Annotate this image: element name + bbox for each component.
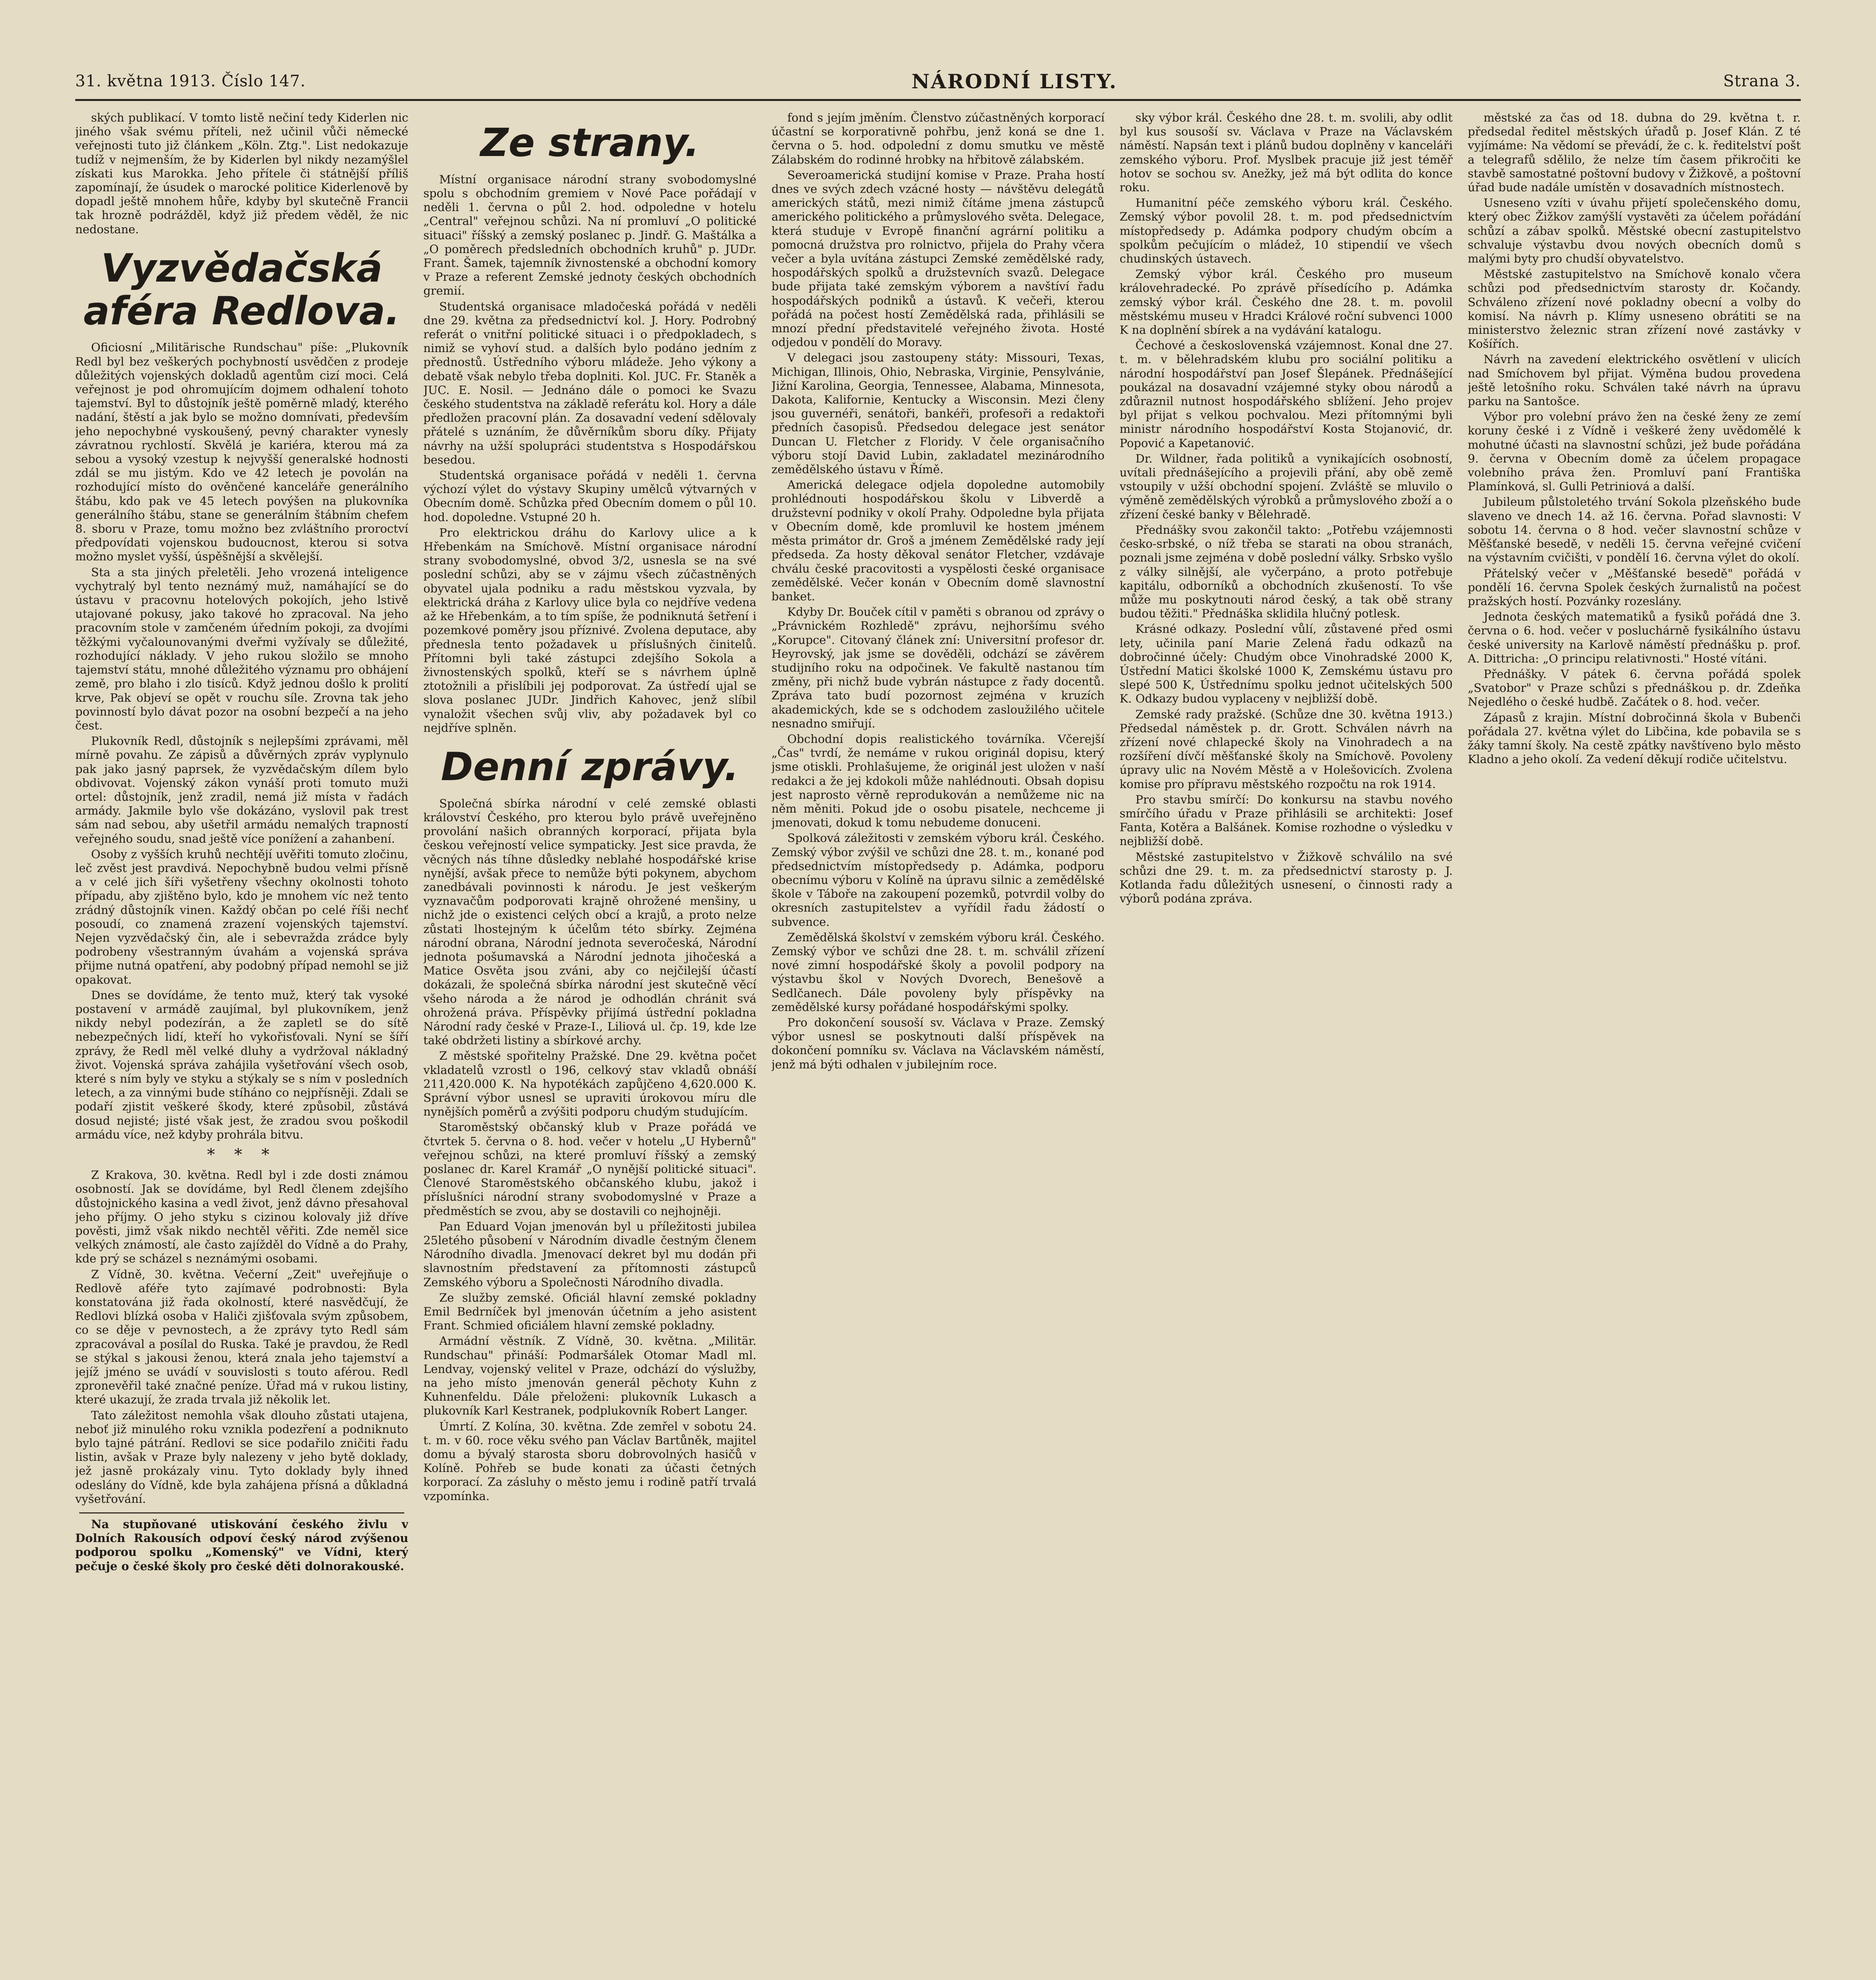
section-separator: * * * bbox=[207, 1146, 277, 1164]
article-paragraph: Výbor pro volební právo žen na české ženy ze zemí koruny české i z Vídně i veškeré ženy uvědomělé k mohutné účasti na slavnostní schůzi, jež bude pořádána 9. června v Obecním domě za účelem propagace volebního práva žen. Promluví paní Františka Plamínková, sl. Gulli Petriniová a další. bbox=[1467, 410, 1801, 493]
komensky-notice: Na stupňované utiskování českého živlu v Dolních Rakousích odpoví český národ zvýšenou podporou spolku „Komenský" ve Vídni, který pečuje o české školy pro české děti dolnorakouské. bbox=[75, 1517, 409, 1573]
article-paragraph: Zápasů z krajin. Místní dobročinná škola v Bubenči pořádala 27. května výlet do Libčina, kde pobavila se s žáky tamní školy. Na cestě zpátky navštíveno bylo město Kladno a jeho okolí. Za vedení děkují rodiče učitelstvu. bbox=[1467, 710, 1801, 766]
issue-date: 31. května 1913. Číslo 147. bbox=[75, 72, 306, 90]
article-paragraph: fond s jejím jměním. Členstvo zúčastněných korporací účastní se korporativně pohřbu, jenž koná se dne 1. června o 5. hod. odpolední z domu smutku ve městě Zálabském do rodinné hrobky na hřbitově zálabském. bbox=[771, 111, 1105, 166]
section-headline: Ze strany. bbox=[480, 120, 700, 166]
article-paragraph: Spolková záležitosti v zemském výboru král. Českého. Zemský výbor zvýšil ve schůzi dne 28. t. m., konané pod předsednictvím místopředsedy p. Adámka, podporu obecnímu výboru v Kolíně na úpravu silnic a zemědělské škole v Táboře na zakoupení pozemků, potvrdil volby do okresních zastupitelstev a vyřídil řadu žádostí o subvence. bbox=[771, 831, 1105, 929]
article-paragraph: Studentská organisace mladočeská pořádá v neděli dne 29. května za předsednictví kol. J. Hory. Podrobný referát o vnitřní politické situaci i o předpokladech, s nimiž se vyhoví stud. a dalších bylo podáno jedním z přednostů. Ústředního výboru mládeže. Jeho výkony a debatě však nebylo třeba doplniti. Kol. JUC. Fr. Staněk a JUC. E. Nosil. — Jednáno dále o pomoci ke Svazu českého studentstva na základě referátu kol. Hory a dále předložen pracovní plán. Za dosavadní vedení sdělovaly přátelé s uznáním, že důvěrníkům sboru díky. Přijaty návrhy na užší spolupráci studentstva s Hospodářskou besedou. bbox=[423, 299, 757, 466]
article-paragraph: ských publikací. V tomto listě nečiní tedy Kiderlen nic jiného však svému příteli, než učinil vůči německé veřejnosti tuto již článkem „Köln. Ztg.". List nedokazuje tudíž v nejmenším, že by Kiderlen byl nikdy nezamýšlel získati kus Marokka. Jeho přítele či státnější příliš zapomínají, že úsudek o marocké politice Kiderlenově by dopadl ještě mnohem hůře, kdyby byl skutečně Francii tak hrozně podrážděl, když již předem věděl, že nic nedostane. bbox=[75, 111, 409, 236]
column-5 bbox=[1468, 111, 1801, 1980]
article-paragraph: Usneseno vzíti v úvahu přijetí společenského domu, který obec Žižkov zamýšlí vystavěti za účelem pořádání schůzí a zábav spolků. Městské obecní zastupitelstvo schvaluje výstavbu dvou nových obecních domů s malými byty pro chudší obyvatelstvo. bbox=[1467, 196, 1801, 266]
article-paragraph: Přednášky svou zakončil takto: „Potřebu vzájemnosti česko-srbské, o níž třeba se starati na obou stranách, poznali jsme zejména v době poslední války. Srbsko vyšlo z války silnější, ale vyčerpáno, a proto potřebuje kapitálu, odborníků a obchodních zkušeností. To vše může mu poskytnouti národ český, a tak obě strany budou těžiti." Přednáška sklidila hlučný potlesk. bbox=[1119, 523, 1453, 621]
page-number: Strana 3. bbox=[1723, 72, 1801, 90]
article-paragraph: sky výbor král. Českého dne 28. t. m. svolili, aby odlit byl kus sousoší sv. Václava v Praze na Václavském náměstí. Napsán text i plánů budou doplněny v kanceláři zemského výboru. Prof. Myslbek pracuje již jest téměř hotov se sochou sv. Anežky, jež má být odlita do konce roku. bbox=[1119, 111, 1453, 194]
article-paragraph: Městské zastupitelstvo na Smíchově konalo včera schůzi pod předsednictvím starosty dr. Kočandy. Schváleno zřízení nové pokladny obecní a volby do komisí. Na návrh p. Klímy usneseno obrátiti se na ministerstvo železnic stran zřízení nové zastávky v Košířích. bbox=[1467, 267, 1801, 351]
article-paragraph: Ze služby zemské. Oficiál hlavní zemské pokladny Emil Bedrníček byl jmenován účetním a jeho asistent Frant. Schmied oficiálem hlavní zemské pokladny. bbox=[423, 1291, 757, 1333]
article-paragraph: Obchodní dopis realistického továrníka. Včerejší „Čas" tvrdí, že nemáme v rukou originál dopisu, který jsme otiskli. Prohlašujeme, že originál jest uložen v naší redakci a že jej kdokoli může nahlédnouti. Obsah dopisu jest naprosto věrně reprodukován a nemůžeme nic na něm měniti. Pokud jde o osobu pisatele, nechceme ji jmenovati, dokud k tomu nebudeme donuceni. bbox=[771, 732, 1105, 830]
article-paragraph: Severoamerická studijní komise v Praze. Praha hostí dnes ve svých zdech vzácné hosty — návštěvu delegátů amerických států, mezi nimiž čítáme jmena zástupců amerického politického a průmyslového světa. Delegace, která studuje v Evropě finanční agrární politiku a pomocná družstva pro rolnictvo, přijela do Prahy včera večer a byla uvítána zástupci Zemské zemědělské rady, hospodářských spolků a družstevních svazů. Delegace bude přijata také zemským výborem a navštíví řadu hospodářských podniků a ústavů. K večeři, kterou pořádá na počest hostí Zemědělská rada, přihlásili se mnozí přední představitelé veřejného života. Hosté odjedou v pondělí do Moravy. bbox=[771, 168, 1105, 349]
article-paragraph: Dr. Wildner, řada politiků a vynikajících osobností, uvítali přednášejícího a projevili přání, aby obě země vstoupily v užší obchodní spojení. Zvláště se mluvilo o výměně zemědělských výrobků a průmyslového zboží a o zřízení české banky v Bělehradě. bbox=[1119, 451, 1453, 521]
article-paragraph: Staroměstský občanský klub v Praze pořádá ve čtvrtek 5. června o 8. hod. večer v hotelu „U Hybernů" veřejnou schůzi, na které promluví říšský a zemský poslanec dr. Karel Kramář „O nynější politické situaci". Členové Staroměstského občanského klubu, jakož i příslušníci národní strany svobodomyslné v Praze a předměstích se zvou, aby se dostavili co nejhojněji. bbox=[423, 1120, 757, 1218]
article-paragraph: Z Vídně, 30. května. Večerní „Zeit" uveřejňuje o Redlově aféře tyto zajímavé podrobnosti: Byla konstatována již řada okolností, které nasvědčují, že Redlovi blízká osoba v Haliči zjišťovala svým způsobem, co se děje v pevnostech, a že zprávy tyto Redl sám zpracovával a posílal do Ruska. Také je pravdou, že Redl se stýkal s jakousi ženou, která znala jeho tajemství a jejíž jméno se uvádí v souvislosti s touto aférou. Redl zpronevěřil také značné peníze. Úřad má v rukou listiny, které ukazují, že zrada trvala již několik let. bbox=[75, 1267, 409, 1407]
article-paragraph: Jubileum půlstoletého trvání Sokola plzeňského bude slaveno ve dnech 14. až 16. června. Pořad slavnosti: V sobotu 14. června o 8 hod. večer slavnostní schůze v Měšťanské besedě, v neděli 15. června veřejné cvičení na výstavním cvičišti, v pondělí 16. června výlet do okolí. bbox=[1467, 495, 1801, 565]
article-paragraph: Zemský výbor král. Českého pro museum královehradecké. Po zprávě přísedícího p. Adámka zemský výbor král. Českého dne 28. t. m. povolil městskému museu v Hradci Králové roční subvenci 1000 K na doplnění sbírek a na vydávání katalogu. bbox=[1119, 267, 1453, 337]
article-paragraph: Sta a sta jiných přeletěli. Jeho vrozená inteligence vychytralý byl tento neznámý muž, namáhající se do ústavu v pracovnu hotelových pokojích, jeho lstivě utajované pokusy, jako takové ho zpracoval. Na jeho pracovním stole v zamčeném úředním pokoji, za dvojími těžkými vyčalounovanými dveřmi vyžívaly se důležité, rozhodující náklady. V jeho rukou složilo se mnoho tajemství státu, mnohé důležitého významu pro obhájení země, pro blaho i zlo tisíců. Když jednou došlo k prolití krve, Pak objeví se opět v rouchu síle. Zrovna tak jeho povinností bylo dávat pozor na osobní bezpečí a na jeho čest. bbox=[75, 565, 409, 732]
article-paragraph: Z Krakova, 30. května. Redl byl i zde dosti známou osobností. Jak se dovídáme, byl Redl členem zdejšího důstojnického kasina a vedl život, jenž dávno přesahoval jeho příjmy. O jeho styku s cizinou kolovaly již dříve pověsti, jimž však nikdo nechtěl věřiti. Zde neměl sice velkých známostí, ale často zajížděl do Vídně a do Prahy, kde prý se scházel s neznámými osobami. bbox=[75, 1168, 409, 1266]
column-1 bbox=[75, 111, 408, 1980]
article-paragraph: Pan Eduard Vojan jmenován byl u příležitosti jubilea 25letého působení v Národním divadle čestným členem Národního divadla. Jmenovací dekret byl mu dodán při slavnostním představení za přítomnosti zástupců Zemského výboru a Společnosti Národního divadla. bbox=[423, 1219, 757, 1289]
article-paragraph: Úmrtí. Z Kolína, 30. května. Zde zemřel v sobotu 24. t. m. v 60. roce věku svého pan Václav Bartůněk, majitel domu a bývalý starosta sboru dobrovolných hasičů v Kolíně. Pohřeb se bude konati za účasti četných korporací. Za zásluhy o město jemu i rodině patří trvalá vzpomínka. bbox=[423, 1419, 757, 1503]
article-paragraph: Přednášky. V pátek 6. června pořádá spolek „Svatobor" v Praze schůzi s přednáškou p. dr. Zdeňka Nejedlého o české hudbě. Začátek o 8. hod. večer. bbox=[1467, 667, 1801, 709]
article-paragraph: Společná sbírka národní v celé zemské oblasti království Českého, pro kterou bylo právě uveřejněno provolání našich obranných korporací, přijata byla českou veřejností velice sympaticky. Jest sice pravda, že věcných nás tíhne důsledky neblahé hospodářské krise nynější, avšak přece to nemůže býti pokynem, abychom zanedbávali povinnosti k národu. Je jest veškerým vyznavačům podporovati krajně ohrožené menšiny, u nichž jde o existenci celých obcí a krajů, a proto nelze zůstati lhostejným k účelům této sbírky. Zejména národní obrana, Národní jednota severočeská, Národní jednota pošumavská a Národní jednota jihočeská a Matice Osvěta jsou zváni, aby co nejčilejší účastí dokázali, že společná sbírka národní jest skutečně věcí všeho národa a že národ je odhodlán chránit svá ohrožená práva. Příspěvky přijímá ústřední pokladna Národní rady české v Praze-I., Liliová ul. čp. 19, kde lze také obdržeti listiny a sbírkové archy. bbox=[423, 796, 757, 1047]
section-headline: Denní zprávy. bbox=[441, 744, 739, 790]
article-paragraph: Osoby z vyšších kruhů nechtějí uvěřiti tomuto zločinu, leč zvěst jest pravdivá. Nepochybně budou velmi přísně a v celé jich šíři vyšetřeny všechny okolnosti tohoto případu, aby zjištěno bylo, kdo je mnohem víc než tento zrádný důstojník vinen. Každý občan po celé říši nechť posoudí, co znamená zrazení vojenských tajemství. Nejen vyzvědačský čin, ale i sebevražda zrádce byly podrobeny všestranným úvahám a vojenská správa přijme nutná opatření, aby podobný případ nemohl se již opakovat. bbox=[75, 847, 409, 986]
article-paragraph: Přátelský večer v „Měšťanské besedě" pořádá v pondělí 16. června Spolek českých žurnalistů na počest pražských hostí. Pozvánky rozeslány. bbox=[1467, 566, 1801, 608]
article-paragraph: Městské zastupitelstvo v Žižkově schválilo na své schůzi dne 29. t. m. za předsednictví starosty p. J. Kotlanda řadu důležitých usnesení, o činnosti rady a výborů podána zpráva. bbox=[1119, 850, 1453, 906]
article-paragraph: Zemské rady pražské. (Schůze dne 30. května 1913.) Předsedal náměstek p. dr. Grott. Schválen návrh na zřízení nové chlapecké školy na Vinohradech a na rozšíření dívčí měšťanské školy na Smíchově. Povoleny úpravy ulic na Novém Městě a v Holešovicích. Zvolena komise pro přípravu městského rozpočtu na rok 1914. bbox=[1119, 707, 1453, 791]
article-paragraph: Pro dokončení sousoší sv. Václava v Praze. Zemský výbor usnesl se poskytnouti další příspěvek na dokončení pomníku sv. Václava na Václavském náměstí, jenž má býti odhalen v jubilejním roce. bbox=[771, 1016, 1105, 1071]
article-paragraph: městské za čas od 18. dubna do 29. května t. r. předsedal ředitel městských úřadů p. Josef Klán. Z té vyjímáme: Na vědomí se převádí, že c. k. ředitelství pošt a telegrafů sdělilo, že nelze tím časem přikročiti ke stavbě samostatné poštovní budovy v Žižkově, a poštovní úřad bude nadále umístěn v dosavadních místnostech. bbox=[1467, 111, 1801, 194]
page-header bbox=[75, 63, 1801, 101]
article-paragraph: Z městské spořitelny Pražské. Dne 29. května počet vkladatelů vzrostl o 196, celkový stav vkladů obnáší 211,420.000 K. Na hypotékách zapůjčeno 4,620.000 K. Správní výbor usnesl se upraviti úrokovou míru dle nynějších poměrů a zvýšiti podporu chudým studujícím. bbox=[423, 1049, 757, 1119]
column-4 bbox=[1120, 111, 1453, 1980]
article-paragraph: Čechové a československá vzájemnost. Konal dne 27. t. m. v bělehradském klubu pro sociální politiku a národní hospodářství pan Josef Šlepánek. Přednášející poukázal na dosavadní vzájemné styky obou národů a zdůraznil nutnost hospodářského sblížení. Jeho projev byl přijat s velkou pochvalou. Mezi přítomnými byli ministr národního hospodářství Kosta Stojanović, dr. Popović a Kapetanović. bbox=[1119, 339, 1453, 450]
column-3 bbox=[771, 111, 1104, 1980]
article-paragraph: Humanitní péče zemského výboru král. Českého. Zemský výbor povolil 28. t. m. pod předsednictvím místopředsedy p. Adámka podpory chudým obcím a spolkům pečujícím o mládež, 10 stipendií ve všech chudinských ústavech. bbox=[1119, 196, 1453, 266]
article-paragraph: Kdyby Dr. Bouček cítil v paměti s obranou od zprávy o „Právnickém Rozhledě" zprávu, nejhoršímu svého „Korupce". Citovaný článek zní: Universitní profesor dr. Heyrovský, jak jsme se dověděli, odchází se závěrem studijního roku na odpočinek. Ve fakultě nastanou tím změny, při nichž bude vybrán nástupce z řady docentů. Zpráva tato budí pozornost zejména v kruzích akademických, kde se s odchodem zasloužilého učitele nesnadno smiřují. bbox=[771, 605, 1105, 730]
column-2 bbox=[423, 111, 756, 1980]
article-headline: Vyzvědačská aféra Redlova. bbox=[84, 246, 400, 334]
article-paragraph: Oficiosní „Militärische Rundschau" píše: „Plukovník Redl byl bez veškerých pochybností usvědčen z prodeje důležitých vojenských dokladů agentům cizí moci. Celá veřejnost je pod ohromujícím dojmem odhalení tohoto tajemství. Byl to důstojník ještě poměrně mladý, kterého nadání, štěstí a jak bylo se možno domnívati, především jeho nepochybné vyskoušený, pevný charakter vynesly závratnou rychlostí. Skvělá je kariéra, kterou má za sebou a vysoký vzestup k nejvyšší generalské hodnosti zdál se mu jistým. Kdo ve 42 letech je povolán na rozhodující místo do ověnčené kanceláře generálního štábu, kdo pak ve 45 letech povýšen na plukovníka generálního štábu, stane se generálním štábním chefem 8. sboru v Praze, tomu možno bez zvláštního proroctví předpovídati vojenskou budoucnost, kterou si sotva možno myslet vyšší, úspěšnější a skvělejší. bbox=[75, 341, 409, 564]
article-paragraph: Armádní věstník. Z Vídně, 30. května. „Militär. Rundschau" přináší: Podmaršálek Otomar Madl ml. Lendvay, vojenský velitel v Praze, odchází do výslužby, na jeho místo jmenován generál pěchoty Kuhn z Kuhnenfeldu. Dále přeloženi: plukovník Lukasch a plukovník Karl Kestranek, podplukovník Robert Langer. bbox=[423, 1334, 757, 1418]
article-paragraph: Americká delegace odjela dopoledne automobily prohlédnouti hospodářskou školu v Libverdě a družstevní podniky v okolí Prahy. Odpoledne byla přijata v Obecním domě, kde promluvil ke hostem jménem města primátor dr. Groš a jménem Zemědělské rady její předseda. Za hosty děkoval senátor Fletcher, vzdávaje chválu české pracovitosti a vyspělosti české organisace zemědělské. Večer konán v Obecním domě slavnostní banket. bbox=[771, 478, 1105, 603]
article-paragraph: Krásné odkazy. Poslední vůlí, zůstavené před osmi lety, učinila paní Marie Zelená řadu odkazů na dobročinné účely: Chudým obce Vinohradské 2000 K, Ústřední Matici školské 1000 K, Zemskému ústavu pro slepé 500 K, Ústřednímu spolku jednot učitelských 500 K. Odkazy budou vyplaceny v nejbližší době. bbox=[1119, 622, 1453, 706]
article-paragraph: Studentská organisace pořádá v neděli 1. června výchozí výlet do výstavy Skupiny umělců výtvarných v Obecním domě. Schůzka před Obecním domem o půl 10. hod. dopoledne. Vstupné 20 h. bbox=[423, 468, 757, 524]
article-paragraph: V delegaci jsou zastoupeny státy: Missouri, Texas, Michigan, Illinois, Ohio, Nebraska, Virginie, Pensylvánie, Jižní Karolina, Georgia, Tennessee, Alabama, Minnesota, Dakota, Kalifornie, Kentucky a Wisconsin. Mezi členy jsou guvernéři, senátoři, bankéři, profesoři a redaktoři předních časopisů. Předsedou delegace jest senátor Duncan U. Fletcher z Floridy. V čele organisačního výboru stojí David Lubin, zakladatel mezinárodního zemědělského ústavu v Římě. bbox=[771, 351, 1105, 476]
article-paragraph: Tato záležitost nemohla však dlouho zůstati utajena, neboť již minulého roku vznikla podezření a podniknuto bylo tajné pátrání. Redlovi se sice podařilo zničiti řadu listin, avšak v Praze byly nalezeny v jeho bytě doklady, jež jasně prokázaly vinu. Tyto doklady byly ihned odeslány do Vídně, kde byla zahájena přísná a důkladná vyšetřování. bbox=[75, 1408, 409, 1506]
article-paragraph: Pro elektrickou dráhu do Karlovy ulice a k Hřebenkám na Smíchově. Místní organisace národní strany svobodomyslné, obvod 3/2, usnesla se na své poslední schůzi, aby se v zájmu všech zúčastněných obyvatel ujala podniku a radu městskou vyzvala, by elektrická dráha z Karlovy ulice byla co nejdříve vedena až ke Hřebenkám, a to tím spíše, že podniknutá šetření i pozemkové poměry jsou příznivé. Zvolena deputace, aby přednesla tento požadavek u příslušných činitelů. Přítomni byli také zástupci zdejšího Sokola a živnostenských spolků, kteří se s návrhem úplně ztotožnili a přislíbili jej podporovat. Za ústředí ujal se slova poslanec JUDr. Jindřich Kahovec, jenž slíbil vynaložit všechen svůj vliv, aby požadavek byl co nejdříve splněn. bbox=[423, 525, 757, 735]
article-columns bbox=[75, 111, 1801, 1980]
article-paragraph: Dnes se dovídáme, že tento muž, který tak vysoké postavení v armádě zaujímal, byl plukovníkem, jenž nikdy nebyl podezírán, a že zapletl se do sítě nebezpečných lidí, kteří ho vykořisťovali. Nyní se šíří zprávy, že Redl měl velké dluhy a vydržoval nákladný život. Vojenská správa zahájila vyšetřování všech osob, které s ním byly ve styku a stýkaly se s ním v posledních letech, a za vinnými bude stíháno co nejpřísněji. Zdali se podaří zjistit veškeré škody, které způsobil, zůstává dosud nejisté; jisté však jest, že zradou svou poškodil armádu více, než kdyby prohrála bitvu. bbox=[75, 988, 409, 1141]
article-paragraph: Pro stavbu smírčí: Do konkursu na stavbu nového smírčího úřadu v Praze přihlásili se architekti: Josef Fanta, Kotěra a Balšánek. Komise rozhodne o výsledku v nejbližší době. bbox=[1119, 792, 1453, 848]
article-paragraph: Zemědělská školství v zemském výboru král. Českého. Zemský výbor ve schůzi dne 28. t. m. schválil zřízení nové zimní hospodářské školy a povolil podpory na výstavbu škol v Nových Dvorech, Benešově a Sedlčanech. Dále povoleny byly příspěvky na zemědělské kursy pořádané hospodářskými spolky. bbox=[771, 930, 1105, 1014]
masthead-title: NÁRODNÍ LISTY. bbox=[911, 69, 1118, 93]
column-divider-rule bbox=[79, 1512, 404, 1514]
article-paragraph: Plukovník Redl, důstojník s nejlepšími zprávami, měl mírně povahu. Ze zápisů a důvěrných zpráv vyplynulo pak jako jasný paprsek, že vyzvědačským dílem bylo obdivovat. Vojenský zákon vynáší proti tomuto muži ortel: důstojník, jenž zradil, nemá již místa v řadách armády. Jakmile bylo vše dokázáno, vyslovil pak trest sám nad sebou, aby ušetřil armádu nemalých trapností veřejného soudu, snad ještě více ponížení a zahanbení. bbox=[75, 734, 409, 845]
article-paragraph: Místní organisace národní strany svobodomyslné spolu s obchodním gremiem v Nové Pace pořádají v neděli 1. června o půl 2. hod. odpoledne v hotelu „Central" veřejnou schůzi. Na ní promluví „O politické situaci" říšský a zemský poslanec p. Jindř. G. Maštálka a „O poměrech předsledních obchodních kruhů" p. JUDr. Frant. Šamek, tajemník živnostenské a obchodní komory v Praze a referent Zemské jednoty českých obchodních gremií. bbox=[423, 172, 757, 298]
article-paragraph: Jednota českých matematiků a fysiků pořádá dne 3. června o 6. hod. večer v posluchárně fysikálního ústavu české university na Karlově náměstí přednášku p. prof. A. Dittricha: „O principu relativnosti." Hosté vítáni. bbox=[1467, 610, 1801, 665]
article-paragraph: Návrh na zavedení elektrického osvětlení v ulicích nad Smíchovem byl přijat. Výměna budou provedena ještě letošního roku. Schválen také návrh na úpravu parku na Santošce. bbox=[1467, 352, 1801, 408]
